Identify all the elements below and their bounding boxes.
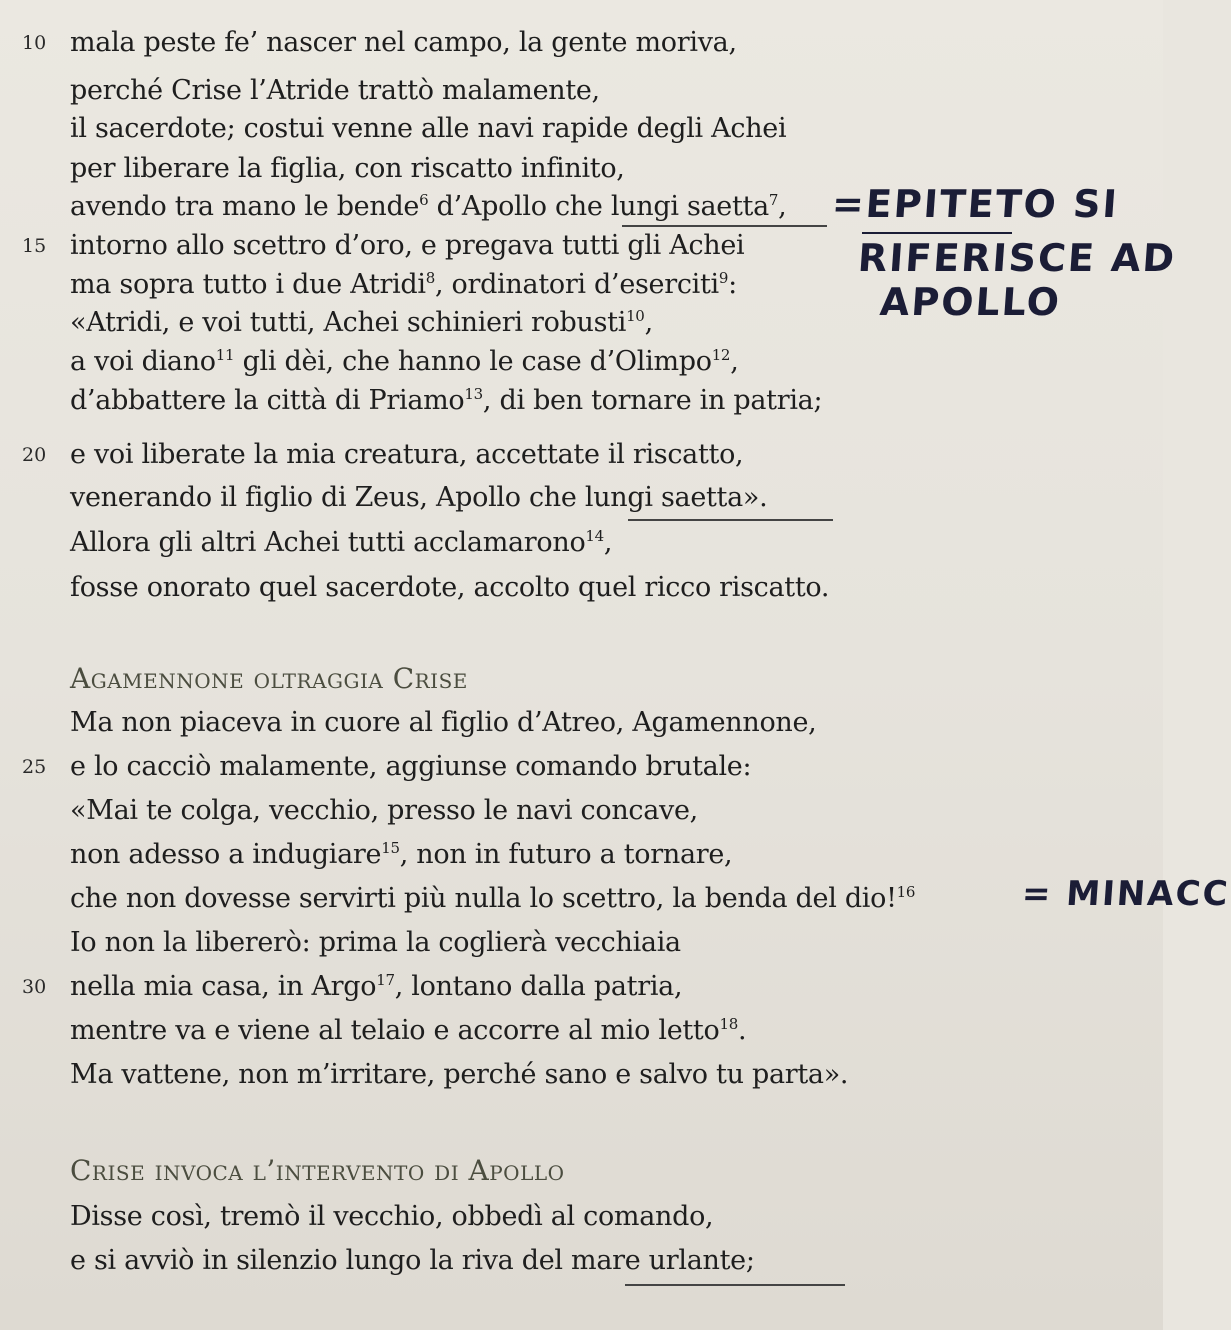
footnote-ref: 17 [376,971,395,989]
footnote-ref: 6 [419,191,429,209]
verse-line: «Mai te colga, vecchio, presso le navi concave, [70,795,698,826]
verse-line: «Atridi, e voi tutti, Achei schinieri robusti$^{10}$, [70,307,653,338]
line-number: 30 [22,976,47,998]
verse-line: e voi liberate la mia creatura, accettate il riscatto, [70,439,744,470]
verse-line: e si avviò in silenzio lungo la riva del mare urlante; [70,1245,755,1276]
pencil-underline [622,225,827,227]
verse-line: il sacerdote; costui venne alle navi rapide degli Achei [70,113,787,144]
verse-line: Io non la libererò: prima la coglierà vecchiaia [70,927,681,958]
pencil-underline [628,519,833,521]
footnote-ref: 18 [719,1015,738,1033]
handwritten-note: APOLLO [878,280,1063,324]
verse-line: fosse onorato quel sacerdote, accolto quel ricco riscatto. [70,572,830,603]
handwritten-note: = MINACC [1020,874,1231,914]
footnote-ref: 13 [464,385,483,403]
footnote-ref: 8 [425,269,435,287]
verse-line: non adesso a indugiare$^{15}$, non in futuro a tornare, [70,839,733,870]
verse-line: mentre va e viene al telaio e accorre al mio letto$^{18}$. [70,1015,747,1046]
verse-line: mala peste fe’ nascer nel campo, la gente moriva, [70,27,737,58]
line-number: 15 [22,235,47,257]
footnote-ref: 9 [718,269,729,287]
pencil-underline [625,1284,845,1286]
section-heading: Crise invoca l’intervento di Apollo [70,1154,565,1187]
handwritten-note: RIFERISCE AD [856,236,1178,280]
verse-line: avendo tra mano le bende$^6$ d’Apollo che lungi saetta$^7$, [70,191,787,222]
verse-line: intorno allo scettro d’oro, e pregava tutti gli Achei [70,230,745,261]
handwritten-note: =EPITETO SI [830,182,1121,226]
verse-line: per liberare la figlia, con riscatto infinito, [70,153,625,184]
verse-line: Ma non piaceva in cuore al figlio d’Atreo, Agamennone, [70,707,817,738]
verse-line: Allora gli altri Achei tutti acclamarono$^{14}$, [70,527,613,558]
verse-line: d’abbattere la città di Priamo$^{13}$, di ben tornare in patria; [70,385,823,416]
footnote-ref: 14 [585,527,604,545]
footnote-ref: 11 [215,346,235,364]
line-number: 25 [22,756,47,778]
verse-line: che non dovesse servirti più nulla lo scettro, la benda del dio!$^{16}$ [70,883,916,914]
footnote-ref: 12 [711,346,731,364]
verse-line: Ma vattene, non m’irritare, perché sano e salvo tu parta». [70,1059,849,1090]
line-number: 20 [22,444,47,466]
line-number: 10 [22,32,47,54]
footnote-ref: 15 [381,839,400,857]
footnote-ref: 7 [768,191,779,209]
verse-line: venerando il figlio di Zeus, Apollo che lungi saetta». [70,482,768,513]
pen-underline [862,232,1012,234]
footnote-ref: 16 [896,883,916,901]
verse-line: perché Crise l’Atride trattò malamente, [70,75,600,106]
verse-line: Disse così, tremò il vecchio, obbedì al comando, [70,1201,714,1232]
verse-line: e lo cacciò malamente, aggiunse comando brutale: [70,751,752,782]
footnote-ref: 10 [626,307,645,325]
section-heading: Agamennone oltraggia Crise [70,662,468,695]
verse-line: nella mia casa, in Argo$^{17}$, lontano dalla patria, [70,971,683,1002]
verse-line: ma sopra tutto i due Atridi$^8$, ordinatori d’eserciti$^9$: [70,269,737,300]
verse-line: a voi diano$^{11}$ gli dèi, che hanno le case d’Olimpo$^{12}$, [70,346,739,377]
